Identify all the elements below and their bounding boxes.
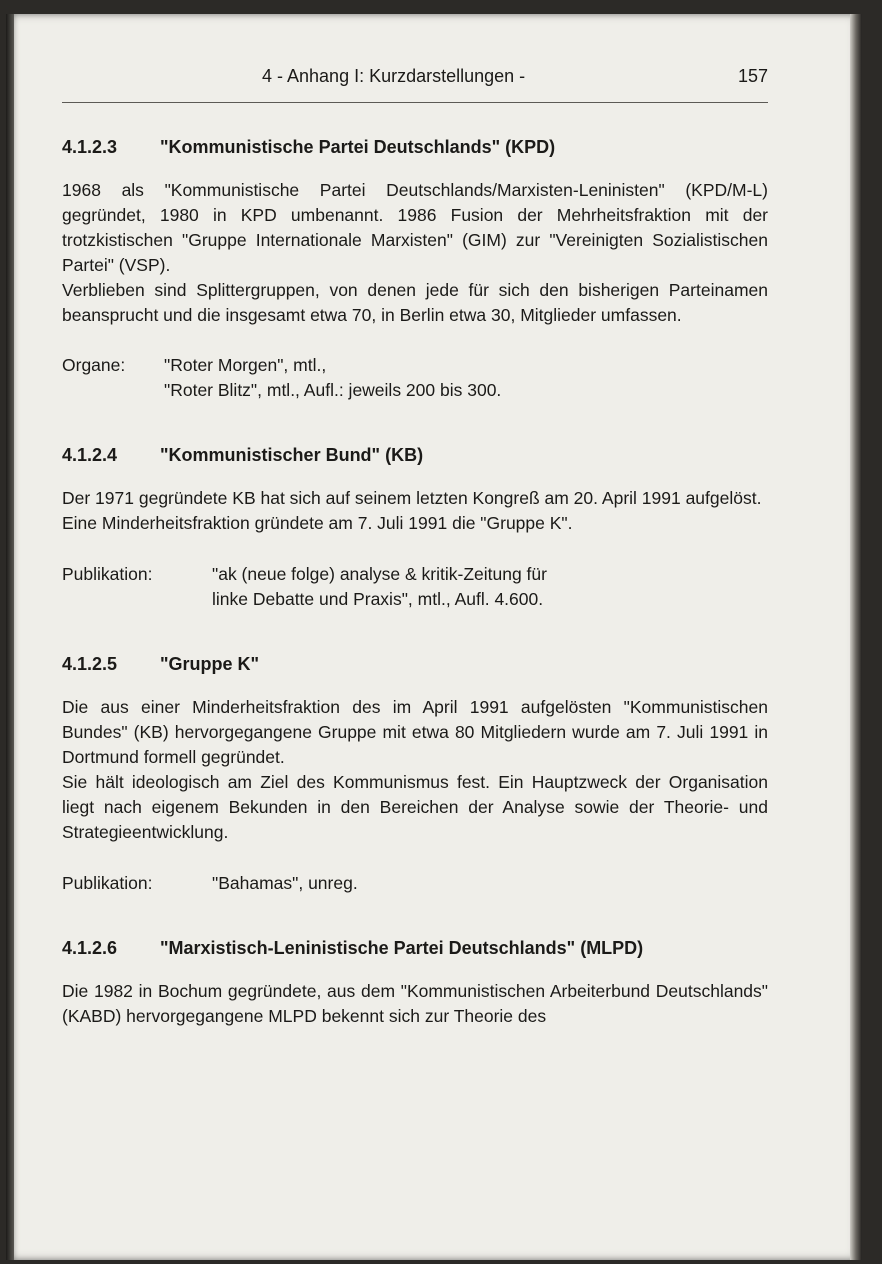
section-heading — [62, 135, 768, 160]
paragraph: Eine Minderheitsfraktion gründete am 7. Juli 1991 die "Gruppe K". — [62, 513, 573, 533]
paragraph: Die 1982 in Bochum gegründete, aus dem "Kommunistischen Arbeiterbund Deutschlands" (KABD) hervorgegangene MLPD bekennt sich zur Theorie des — [62, 981, 768, 1026]
publikation-block — [62, 871, 768, 896]
paragraph: 1968 als "Kommunistische Partei Deutschlands/Marxisten-Leninisten" (KPD/M-L) gegründet, 1980 in KPD umbenannt. 1986 Fusion der Mehrheitsfraktion mit der trotzkistischen "Gruppe Internationale Marxisten" (GIM) zur "Vereinigten Sozialistischen Partei" (VSP). — [62, 180, 768, 275]
meta-line: "Roter Morgen", mtl., — [164, 355, 327, 375]
paragraph: Verblieben sind Splittergruppen, von denen jede für sich den bisherigen Parteinamen beansprucht und die insgesamt etwa 70, in Berlin etwa 30, Mitglieder umfassen. — [62, 280, 768, 325]
paragraph: Der 1971 gegründete KB hat sich auf seinem letzten Kongreß am 20. April 1991 aufgelöst. — [62, 488, 762, 508]
paragraph: Sie hält ideologisch am Ziel des Kommunismus fest. Ein Hauptzweck der Organisation liegt nach eigenem Bekunden in den Bereichen der Analyse sowie der Theorie- und Strategieentwicklung. — [62, 772, 768, 842]
meta-label: Publikation: — [62, 873, 153, 893]
page-spine-shadow — [6, 14, 14, 1260]
running-header — [62, 64, 768, 103]
section-mlpd — [62, 936, 768, 1029]
meta-line: linke Debatte und Praxis", mtl., Aufl. 4.600. — [212, 589, 544, 609]
section-gruppe-k — [62, 652, 768, 896]
meta-line: "Roter Blitz", mtl., Aufl.: jeweils 200 bis 300. — [164, 380, 502, 400]
section-title: "Kommunistischer Bund" (KB) — [160, 445, 424, 465]
book-page — [6, 14, 862, 1260]
section-title: "Gruppe K" — [160, 654, 260, 674]
section-heading — [62, 936, 768, 961]
meta-label: Organe: — [62, 355, 126, 375]
meta-line: "Bahamas", unreg. — [212, 873, 358, 893]
page-edge-shadow — [850, 14, 862, 1260]
section-heading — [62, 443, 768, 468]
page-content — [62, 64, 768, 1029]
section-heading — [62, 652, 768, 677]
page-number: 157 — [737, 66, 768, 86]
publikation-block — [62, 562, 768, 612]
section-kpd — [62, 135, 768, 403]
section-number: 4.1.2.4 — [62, 445, 118, 465]
section-number: 4.1.2.3 — [62, 137, 118, 157]
header-title: 4 - Anhang I: Kurzdarstellungen - — [262, 66, 526, 86]
organe-block — [62, 353, 768, 403]
section-number: 4.1.2.5 — [62, 654, 118, 674]
section-title: "Marxistisch-Leninistische Partei Deutschlands" (MLPD) — [160, 938, 644, 958]
section-number: 4.1.2.6 — [62, 938, 118, 958]
section-title: "Kommunistische Partei Deutschlands" (KPD) — [160, 137, 556, 157]
meta-line: "ak (neue folge) analyse & kritik-Zeitung für — [212, 564, 547, 584]
paragraph: Die aus einer Minderheitsfraktion des im April 1991 aufgelösten "Kommunistischen Bundes" (KB) hervorgegangene Gruppe mit etwa 80 Mitgliedern wurde am 7. Juli 1991 in Dortmund formell gegründet. — [62, 697, 768, 767]
section-kb — [62, 443, 768, 612]
meta-label: Publikation: — [62, 564, 153, 584]
